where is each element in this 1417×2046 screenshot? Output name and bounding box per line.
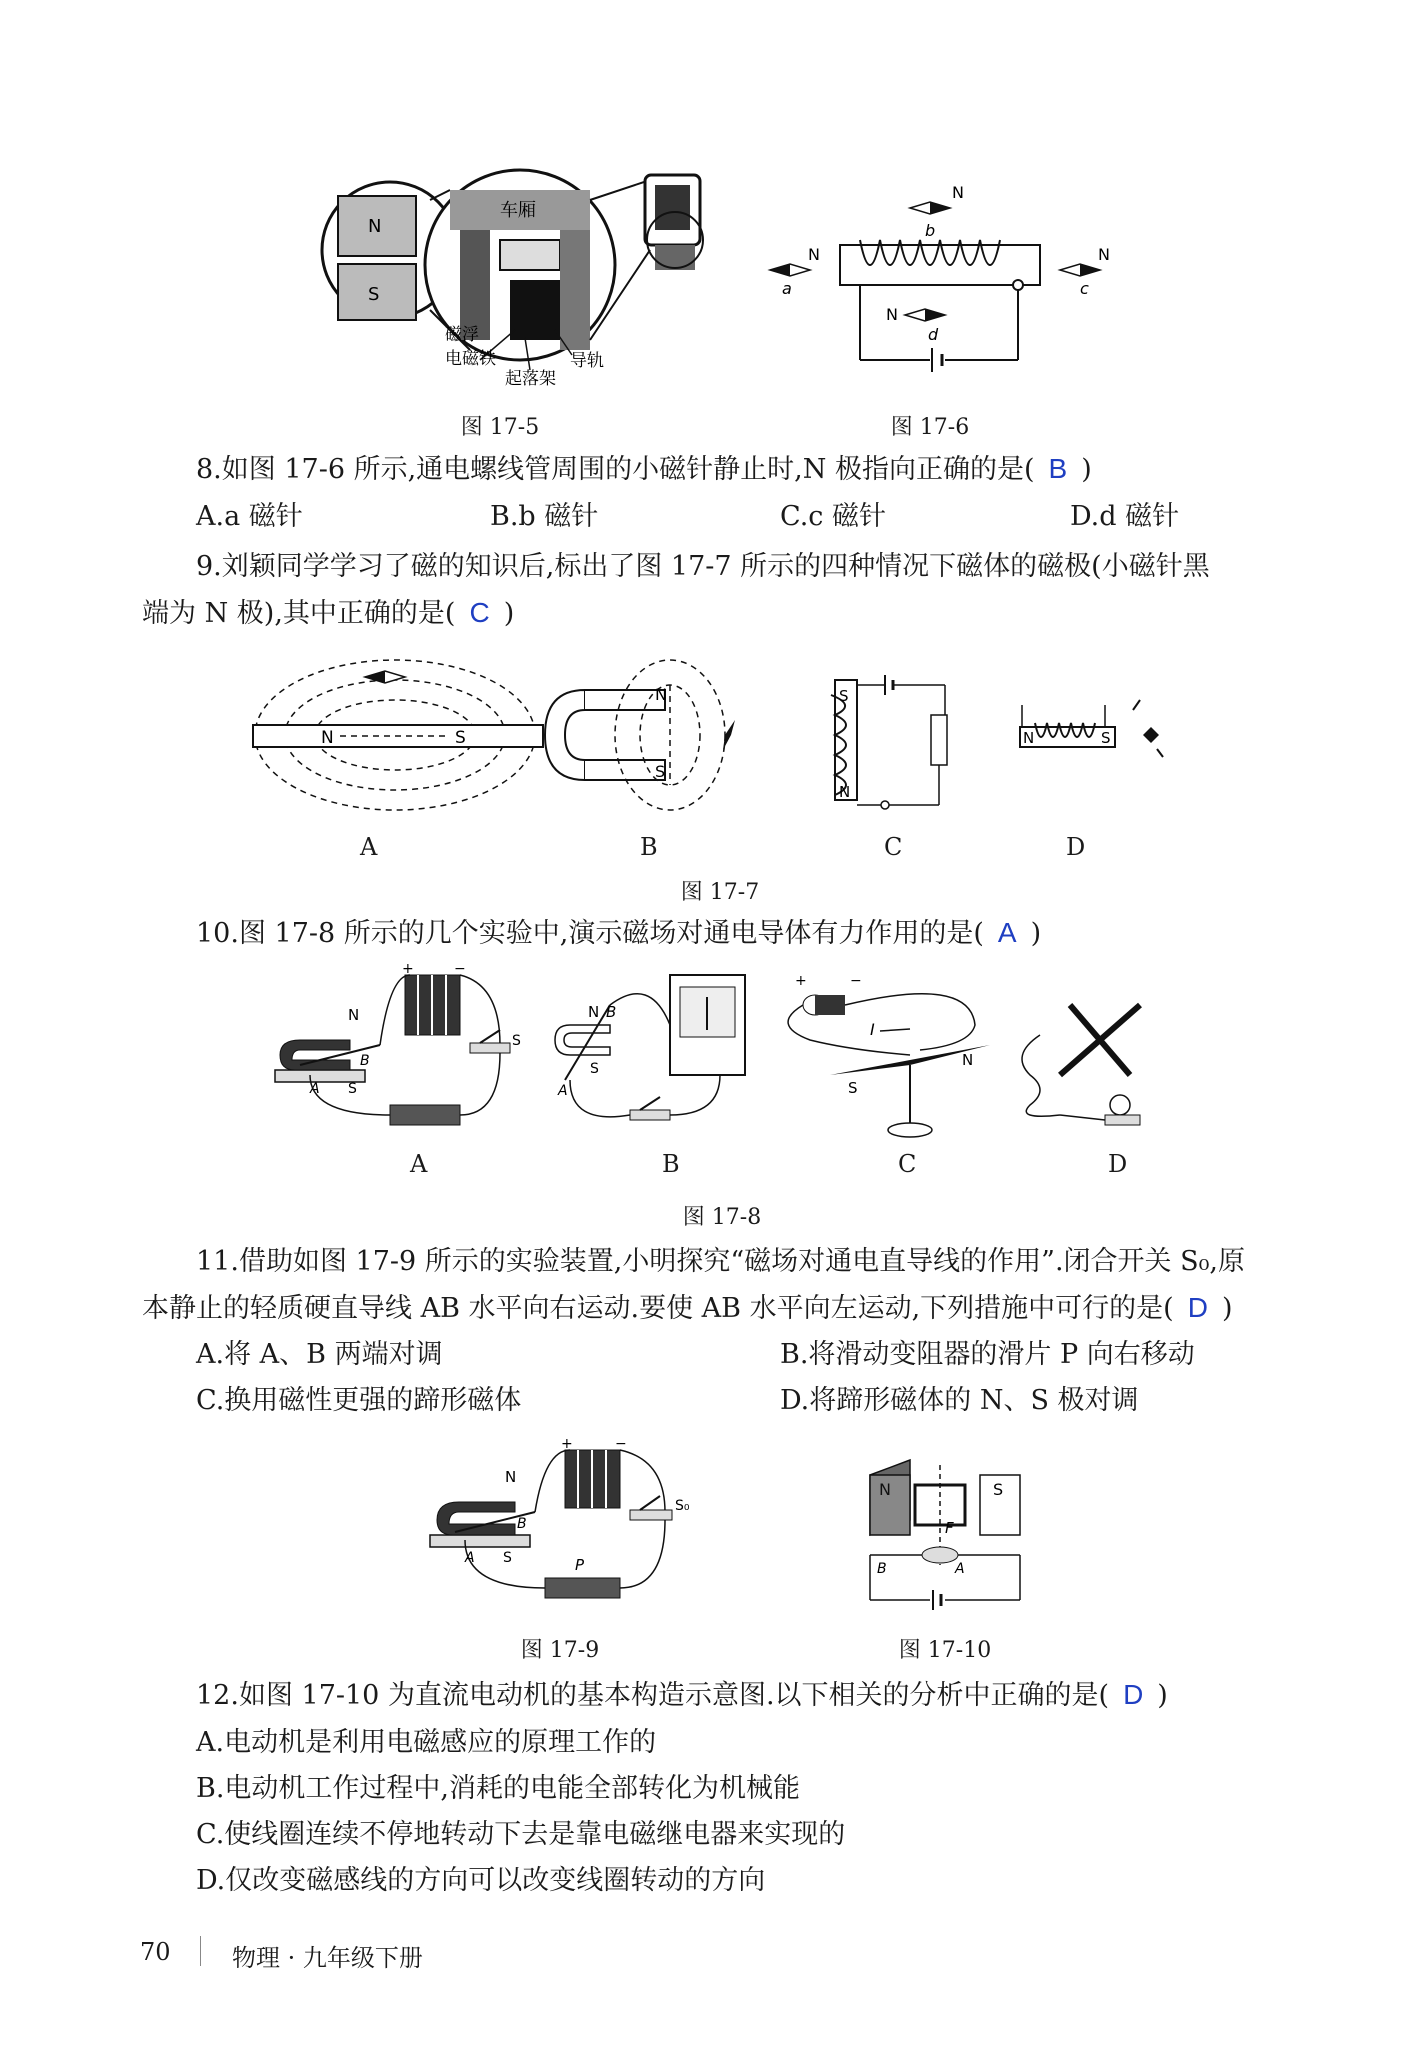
fig6-n-b: N: [952, 183, 964, 202]
fig6-b-label: b: [925, 221, 936, 240]
figure-17-8-caption: 图 17-8: [682, 1205, 762, 1230]
fig10-n-label: N: [879, 1480, 891, 1499]
fig7-b-n: N: [655, 685, 667, 704]
fig8-a-s: S: [348, 1081, 357, 1097]
figure-17-6: [750, 170, 1130, 380]
fig8-panel-a: [275, 961, 521, 1125]
fig8-c-minus: −: [850, 973, 862, 989]
fig9-plus-label: +: [561, 1436, 573, 1452]
fig9-b-label: B: [517, 1516, 527, 1532]
question-10-answer: A: [997, 917, 1017, 948]
fig8-b-s: S: [590, 1061, 599, 1077]
q8-option-b: B.b 磁针: [490, 501, 599, 532]
fig9-s-label: S: [503, 1550, 512, 1566]
fig8-label-b: B: [662, 1150, 680, 1178]
fig6-d-label: d: [928, 325, 939, 344]
q12-option-c: C.使线圈连续不停地转动下去是靠电磁继电器来实现的: [196, 1819, 846, 1850]
footer-divider: [200, 1936, 201, 1966]
question-11-line1: 11.借助如图 17-9 所示的实验装置,小明探究“磁场对通电直导线的作用”.闭合开关 S₀,原: [196, 1246, 1246, 1277]
fig9-s0-label: S₀: [675, 1498, 690, 1514]
figure-17-9-caption: 图 17-9: [520, 1638, 600, 1663]
fig7-label-b: B: [640, 833, 658, 861]
fig7-d-s: S: [1101, 729, 1111, 747]
fig7-c-s: S: [839, 687, 849, 705]
fig9-p-label: P: [575, 1556, 585, 1574]
q12-option-a: A.电动机是利用电磁感应的原理工作的: [196, 1727, 657, 1758]
fig10-a-label: A: [955, 1561, 965, 1577]
q11-option-a: A.将 A、B 两端对调: [196, 1339, 443, 1370]
q11-option-d: D.将蹄形磁体的 N、S 极对调: [780, 1385, 1139, 1416]
fig8-a-minus: −: [454, 961, 466, 977]
fig5-gear-label: 起落架: [505, 369, 556, 389]
fig5-rail-label: 导轨: [570, 351, 604, 371]
fig8-c-i: I: [870, 1020, 875, 1039]
figure-17-5-caption: 图 17-5: [460, 415, 540, 440]
fig7-label-c: C: [884, 833, 903, 861]
figure-17-7: [245, 645, 1235, 825]
fig8-panel-c: [788, 973, 990, 1137]
fig7-a-s: S: [455, 728, 466, 748]
q8-option-d: D.d 磁针: [1070, 501, 1180, 532]
question-9-answer: C: [469, 597, 490, 628]
fig10-b-label: B: [877, 1561, 887, 1577]
fig9-a-label: A: [465, 1550, 475, 1566]
fig7-panel-d: [1020, 700, 1163, 757]
fig5-n-label: N: [368, 216, 382, 237]
fig7-b-s: S: [655, 762, 666, 781]
fig8-a-b: B: [360, 1053, 370, 1069]
fig8-b-n: N: [588, 1003, 600, 1021]
figure-17-9: [425, 1436, 715, 1620]
fig8-a-a: A: [310, 1081, 320, 1097]
fig9-n-label: N: [505, 1468, 517, 1486]
q12-option-d: D.仅改变磁感线的方向可以改变线圈转动的方向: [196, 1865, 766, 1896]
fig8-label-c: C: [898, 1150, 917, 1178]
question-12-text: 12.如图 17-10 为直流电动机的基本构造示意图.以下相关的分析中正确的是( D ): [196, 1679, 1168, 1711]
page-number: 70: [140, 1938, 171, 1966]
fig10-f-label: F: [945, 1519, 954, 1537]
fig7-label-a: A: [360, 833, 378, 861]
question-10-text: 10.图 17-8 所示的几个实验中,演示磁场对通电导体有力作用的是( A ): [196, 917, 1042, 949]
q11-option-b: B.将滑动变阻器的滑片 P 向右移动: [780, 1339, 1195, 1370]
fig7-panel-c: [831, 675, 947, 809]
figure-17-10: [865, 1455, 1025, 1620]
fig8-c-plus: +: [795, 973, 807, 989]
fig7-panel-b: [545, 660, 735, 810]
fig9-minus-label: −: [615, 1436, 627, 1452]
fig8-panel-d: [1022, 1005, 1140, 1125]
fig6-n-d: N: [886, 305, 898, 324]
fig8-label-d: D: [1108, 1150, 1128, 1178]
question-8-text: 8.如图 17-6 所示,通电螺线管周围的小磁针静止时,N 极指向正确的是( B ): [196, 453, 1092, 485]
fig8-c-n: N: [962, 1051, 974, 1069]
fig7-panel-a: [253, 660, 543, 810]
question-9-line2: 端为 N 极),其中正确的是( C ): [142, 597, 515, 629]
figure-17-8: [270, 961, 1190, 1150]
fig8-a-plus: +: [402, 961, 414, 977]
fig8-a-switch-s: S: [512, 1033, 521, 1049]
fig8-b-b: B: [606, 1003, 617, 1021]
fig8-c-s: S: [848, 1079, 858, 1097]
fig5-maglev-label: 磁浮: [445, 325, 479, 345]
fig5-s-label: S: [368, 284, 380, 305]
fig6-n-c: N: [1098, 245, 1110, 264]
fig7-a-n: N: [321, 728, 334, 748]
question-11-line2: 本静止的轻质硬直导线 AB 水平向右运动.要使 AB 水平向左运动,下列措施中可行的是( D ): [142, 1292, 1233, 1324]
fig5-electromagnet-label: 电磁铁: [445, 349, 496, 369]
question-8-answer: B: [1048, 453, 1068, 484]
fig5-car-label: 车厢: [500, 200, 536, 221]
book-title: 物理 · 九年级下册: [232, 1944, 423, 1972]
figure-17-6-caption: 图 17-6: [890, 415, 970, 440]
question-11-answer: D: [1187, 1292, 1208, 1323]
q8-option-a: A.a 磁针: [196, 501, 303, 532]
fig7-label-d: D: [1066, 833, 1086, 861]
question-9-line1: 9.刘颖同学学习了磁的知识后,标出了图 17-7 所示的四种情况下磁体的磁极(小磁针黑: [196, 551, 1210, 582]
fig10-s-label: S: [993, 1480, 1004, 1499]
fig6-n-a: N: [808, 245, 820, 264]
fig8-panel-b: [555, 975, 745, 1120]
fig7-c-n: N: [839, 783, 851, 801]
fig6-a-label: a: [782, 279, 792, 298]
figure-17-10-caption: 图 17-10: [898, 1638, 992, 1663]
fig7-d-n: N: [1023, 729, 1035, 747]
q11-option-c: C.换用磁性更强的蹄形磁体: [196, 1385, 522, 1416]
question-12-answer: D: [1123, 1679, 1144, 1710]
q12-option-b: B.电动机工作过程中,消耗的电能全部转化为机械能: [196, 1773, 801, 1804]
figure-17-7-caption: 图 17-7: [680, 880, 760, 905]
figure-17-5: [320, 170, 720, 400]
fig6-c-label: c: [1080, 279, 1089, 298]
fig8-label-a: A: [410, 1150, 428, 1178]
fig8-b-a: A: [558, 1083, 568, 1099]
q8-option-c: C.c 磁针: [780, 501, 886, 532]
fig8-a-n: N: [348, 1006, 360, 1024]
